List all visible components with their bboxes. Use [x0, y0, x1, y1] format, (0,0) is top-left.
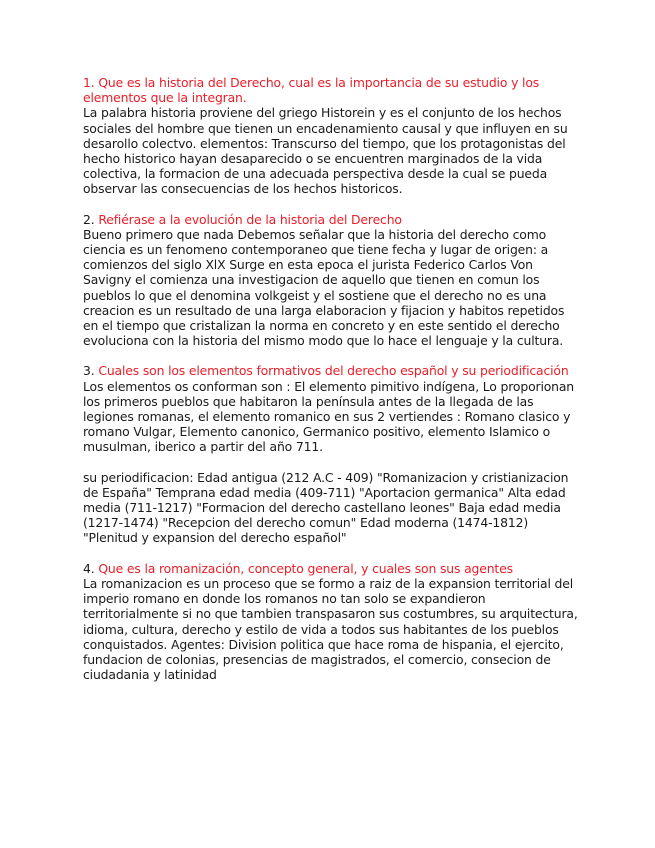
- section-paragraph: La palabra historia proviene del griego Historein y es el conjunto de los hechos sociales del hombre que tienen un encadenamiento causal y que influyen en su desarollo colectvo. elementos: Transcurso del tiempo, que los protagonistas del hecho historico hayan desaparecido o se encuentren marginados de la vida colectiva, la formacion de una adecuada perspectiva desde la cual se pueda observar las consecuencias de los hechos historicos.: [83, 105, 568, 197]
- section-heading: [83, 75, 583, 105]
- section-paragraph: Los elementos os conforman son : El elemento pimitivo indígena, Lo proporionan los primeros pueblos que habitaron la península antes de la llegada de las legiones romanas, el elemento romanico en sus 2 vertiendes : Romano clasico y romano Vulgar, Elemento canonico, Germanico positivo, elemento Islamico o musulman, iberico a partir del año 711.: [83, 378, 575, 455]
- section-heading: [83, 212, 583, 227]
- section-title: Que es la romanización, concepto general, y cuales son sus agentes: [98, 560, 513, 576]
- section-heading: [83, 363, 583, 378]
- section-paragraph: Bueno primero que nada Debemos señalar que la historia del derecho como ciencia es un fenomeno contemporaneo que tiene fecha y lugar de origen: a comienzos del siglo XlX Surge en esta epoca el jurista Federico Carlos Von Savigny el comienza una investigacion de aquello que tienen en comun los pueblos lo que el denomina volkgeist y el sostiene que el derecho no es una creacion es un resultado de una larga elaboracion y fijacion y habitos repetidos en el tiempo que cristalizan la norma en concreto y en este sentido el derecho evoluciona con la historia del mismo modo que lo hace el lenguaje y la cultura.: [83, 226, 565, 349]
- section-number: 1.: [83, 75, 95, 90]
- section-paragraph: La romanizacion es un proceso que se formo a raiz de la expansion territorial del imperio romano en donde los romanos no tan solo se expandieron territorialmente si no que tambien transpasaron sus costumbres, su arquitectura, idioma, cultura, derecho y estilo de vida a todos sus habitantes de los pueblos conquistados. Agentes: Division politica que hace roma de hispania, el ejercito, fundacion de colonias, presencias de magistrados, el comercio, consecion de ciudadania y latinidad: [83, 575, 578, 683]
- section-heading: [83, 561, 583, 576]
- section-title: Refiérase a la evolución de la historia del Derecho: [98, 211, 402, 227]
- section-1: [83, 75, 583, 197]
- section-2: [83, 212, 583, 349]
- document-page: [83, 75, 583, 697]
- section-4: [83, 561, 583, 683]
- section-paragraph: su periodificacion: Edad antigua (212 A.C - 409) "Romanizacion y cristianizacion de España" Temprana edad media (409-711) "Aportacion germanica" Alta edad media (711-1217) "Formacion del derecho castellano leones" Baja edad media (1217-1474) "Recepcion del derecho comun" Edad moderna (1474-1812) "Plenitud y expansion del derecho español": [83, 469, 569, 546]
- section-title: Cuales son los elementos formativos del derecho español y su periodificación: [98, 363, 569, 379]
- section-number: 4.: [83, 560, 95, 576]
- section-3: [83, 363, 583, 545]
- section-number: 2.: [83, 211, 95, 227]
- section-title: Que es la historia del Derecho, cual es la importancia de su estudio y los elementos que la integran.: [83, 75, 540, 106]
- section-number: 3.: [83, 363, 95, 379]
